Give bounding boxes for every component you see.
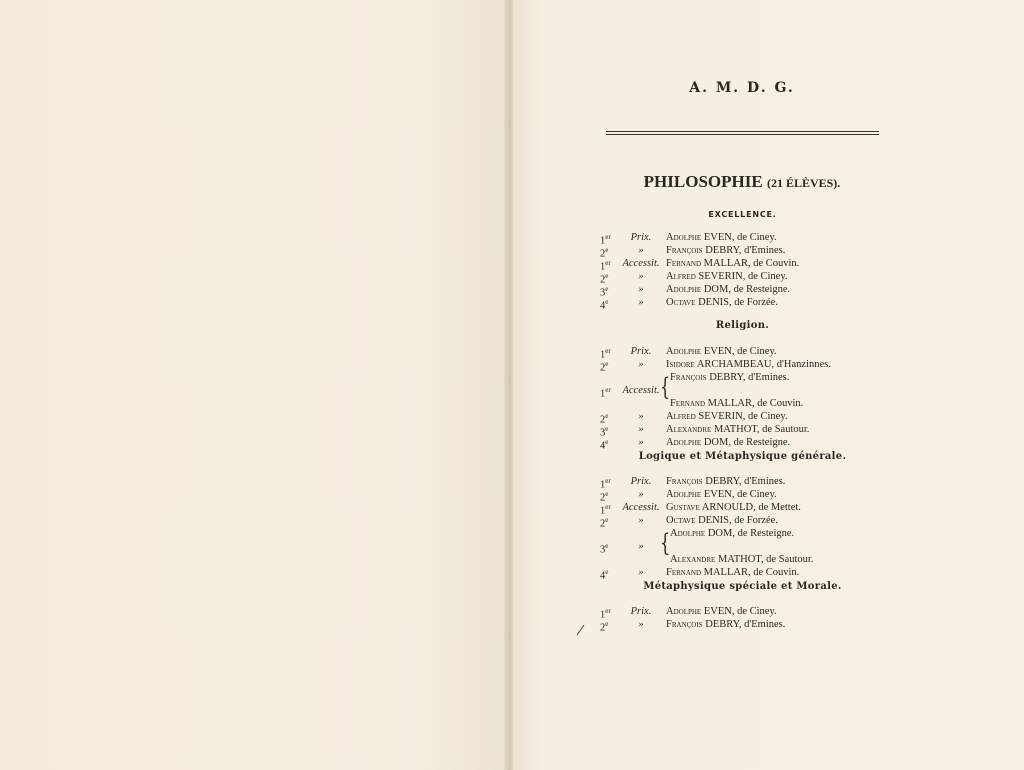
student-name (666, 618, 785, 631)
prize-label: » (638, 245, 644, 256)
student-name (666, 501, 801, 514)
first-name: Adolphe (666, 232, 702, 243)
student-name (666, 566, 799, 579)
rank-label: 3e (600, 542, 609, 556)
first-name: Fernand (666, 258, 702, 269)
student-name (666, 410, 788, 423)
pencil-mark (576, 624, 586, 636)
first-name: Adolphe (670, 528, 706, 539)
prize-label: Accessit. (622, 385, 660, 396)
surname-place: SEVERIN, de Ciney. (695, 411, 788, 422)
double-rule (606, 134, 879, 135)
rank-label: 1er (600, 607, 611, 621)
prize-label: Accessit. (622, 258, 660, 269)
bleed-through-text (120, 92, 440, 109)
student-name (666, 605, 777, 618)
list-item (600, 566, 860, 582)
surname-place: DEBRY, d'Emines. (702, 476, 786, 487)
surname-place: EVEN, de Ciney. (701, 606, 777, 617)
student-name (666, 436, 790, 449)
first-name: Alfred (666, 271, 696, 282)
student-name (670, 397, 803, 410)
title-main: PHILOSOPHIE (643, 172, 763, 191)
rank-label: 4e (600, 298, 609, 312)
section-heading: EXCELLENCE. (708, 210, 777, 219)
list-item (600, 501, 860, 517)
prize-label: » (638, 297, 644, 308)
surname-place: DOM, de Resteigne. (701, 437, 791, 448)
list-item (600, 527, 860, 540)
list-item (600, 605, 860, 621)
list-item (600, 358, 860, 374)
rank-label: 1er (600, 347, 611, 361)
student-name (670, 371, 789, 384)
surname-place: MALLAR, de Couvin. (701, 258, 800, 269)
list-item (600, 231, 860, 247)
student-name (666, 270, 788, 283)
prize-label: » (638, 541, 644, 552)
list-item (600, 540, 860, 556)
prize-label: » (638, 424, 644, 435)
list-item (600, 410, 860, 426)
student-name (666, 257, 799, 270)
first-name: Adolphe (666, 606, 702, 617)
surname-place: EVEN, de Ciney. (701, 489, 777, 500)
left-page (0, 0, 506, 770)
rank-label: 1er (600, 233, 611, 247)
list-item (600, 296, 860, 312)
student-name (666, 488, 777, 501)
rank-label: 1er (600, 477, 611, 491)
prize-label: » (638, 271, 644, 282)
section-heading: Logique et Métaphysique générale. (638, 451, 847, 462)
surname-place: MALLAR, de Couvin. (705, 398, 804, 409)
first-name: Alexandre (666, 424, 712, 435)
surname-place: DOM, de Resteigne. (701, 284, 791, 295)
surname-place: DEBRY, d'Emines. (702, 619, 786, 630)
student-name (666, 514, 778, 527)
first-name: Gustave (666, 502, 700, 513)
list-item (600, 257, 860, 273)
list-item (600, 397, 860, 410)
prize-label: Prix. (630, 232, 652, 243)
section-heading: Métaphysique spéciale et Morale. (643, 581, 842, 592)
list-item (600, 436, 860, 452)
student-name (666, 231, 777, 244)
rank-label: 1er (600, 259, 611, 273)
prize-label: Accessit. (622, 502, 660, 513)
first-name: Isidore (666, 359, 695, 370)
prize-label: » (638, 515, 644, 526)
prize-label: » (638, 489, 644, 500)
surname-place: MATHOT, de Sautour. (715, 554, 814, 565)
title-count: (21 ÉLÈVES). (766, 176, 841, 190)
first-name: François (666, 476, 703, 487)
first-name: Octave (666, 515, 696, 526)
rank-label: 2e (600, 516, 609, 530)
list-item (600, 488, 860, 504)
first-name: Adolphe (666, 437, 702, 448)
student-name (666, 296, 778, 309)
surname-place: MALLAR, de Couvin. (701, 567, 800, 578)
surname-place: ARCHAMBEAU, d'Hanzinnes. (694, 359, 831, 370)
surname-place: SEVERIN, de Ciney. (695, 271, 788, 282)
list-item (600, 618, 860, 634)
prize-label: » (638, 437, 644, 448)
list-item (600, 475, 860, 491)
surname-place: ARNOULD, de Mettet. (699, 502, 801, 513)
list-item (600, 423, 860, 439)
amdg-header: A. M. D. G. (689, 80, 795, 96)
prize-label: » (638, 619, 644, 630)
rank-label: 2e (600, 360, 609, 374)
prize-label: Prix. (630, 346, 652, 357)
surname-place: MATHOT, de Sautour. (711, 424, 810, 435)
rank-label: 3e (600, 285, 609, 299)
rank-label: 2e (600, 620, 609, 634)
student-name (666, 423, 809, 436)
rank-label: 2e (600, 272, 609, 286)
rank-label: 1er (600, 386, 611, 400)
first-name: Adolphe (666, 284, 702, 295)
student-name (666, 345, 777, 358)
rank-label: 4e (600, 438, 609, 452)
first-name: Alfred (666, 411, 696, 422)
list-item (600, 371, 860, 384)
first-name: Fernand (666, 567, 702, 578)
prize-label: » (638, 359, 644, 370)
surname-place: DENIS, de Forzée. (695, 297, 778, 308)
student-name (666, 358, 831, 371)
bleed-through-text (120, 245, 440, 314)
first-name: Adolphe (666, 346, 702, 357)
surname-place: DENIS, de Forzée. (695, 515, 778, 526)
list-item (600, 384, 860, 400)
list-item (600, 553, 860, 566)
student-name (666, 475, 785, 488)
brace-mark: { (660, 372, 671, 401)
page-title (606, 172, 878, 192)
section-heading: Religion. (715, 320, 770, 331)
student-name (670, 553, 813, 566)
first-name: Octave (666, 297, 696, 308)
list-item (600, 270, 860, 286)
list-item (600, 244, 860, 260)
first-name: Alexandre (670, 554, 716, 565)
first-name: François (666, 245, 703, 256)
surname-place: DEBRY, d'Emines. (706, 372, 790, 383)
rank-label: 2e (600, 490, 609, 504)
first-name: Fernand (670, 398, 706, 409)
rank-label: 2e (600, 246, 609, 260)
student-name (670, 527, 794, 540)
rank-label: 1er (600, 503, 611, 517)
rank-label: 3e (600, 425, 609, 439)
list-item (600, 345, 860, 361)
first-name: François (670, 372, 707, 383)
surname-place: DEBRY, d'Emines. (702, 245, 786, 256)
list-item (600, 514, 860, 530)
prize-label: » (638, 411, 644, 422)
surname-place: EVEN, de Ciney. (701, 232, 777, 243)
surname-place: EVEN, de Ciney. (701, 346, 777, 357)
student-name (666, 283, 790, 296)
list-item (600, 283, 860, 299)
student-name (666, 244, 785, 257)
prize-label: » (638, 284, 644, 295)
prize-label: Prix. (630, 476, 652, 487)
brace-mark: { (660, 528, 671, 557)
rank-label: 4e (600, 568, 609, 582)
surname-place: DOM, de Resteigne. (705, 528, 795, 539)
double-rule (606, 131, 879, 132)
first-name: Adolphe (666, 489, 702, 500)
first-name: François (666, 619, 703, 630)
prize-label: Prix. (630, 606, 652, 617)
rank-label: 2e (600, 412, 609, 426)
prize-label: » (638, 567, 644, 578)
